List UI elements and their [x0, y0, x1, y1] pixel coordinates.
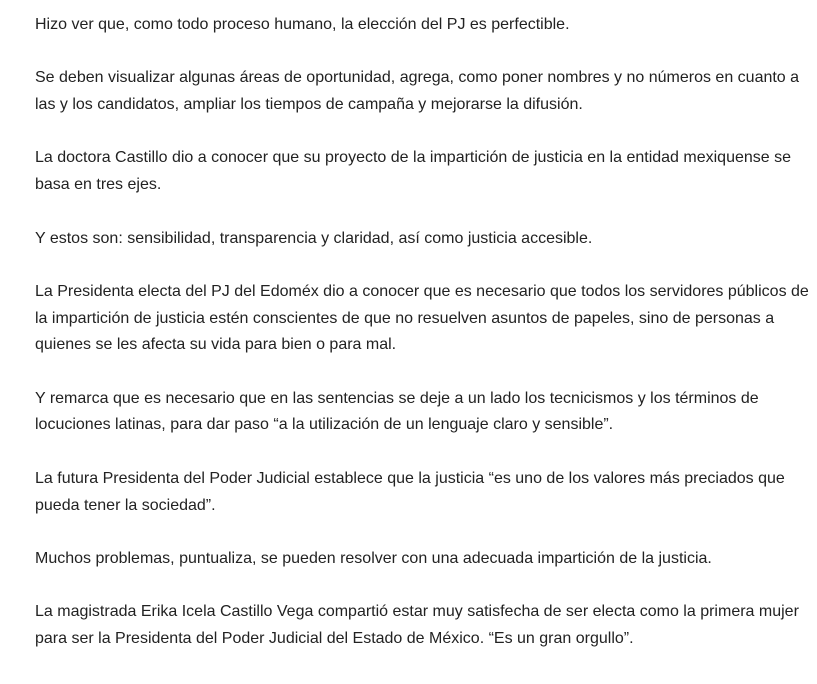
article-paragraph-3: La doctora Castillo dio a conocer que su proyecto de la impartición de justicia en la entidad mexiquense se basa en tres ejes.	[35, 149, 791, 194]
article-paragraph-7: La futura Presidenta del Poder Judicial establece que la justicia “es uno de los valores más preciados que pueda tener la sociedad”.	[35, 469, 785, 514]
article-body	[35, 12, 810, 653]
article-paragraph-2: Se deben visualizar algunas áreas de oportunidad, agrega, como poner nombres y no números en cuanto a las y los candidatos, ampliar los tiempos de campaña y mejorarse la difusión.	[35, 69, 800, 114]
article-paragraph-9: La magistrada Erika Icela Castillo Vega compartió estar muy satisfecha de ser electa como la primera mujer para ser la Presidenta del Poder Judicial del Estado de México. “Es un gran orgullo”.	[35, 603, 799, 648]
article-paragraph-5: La Presidenta electa del PJ del Edoméx dio a conocer que es necesario que todos los servidores públicos de la impartición de justicia estén conscientes de que no resuelven asuntos de papeles, sino de personas a quienes se les afecta su vida para bien o para mal.	[35, 282, 809, 354]
article-paragraph-1: Hizo ver que, como todo proceso humano, la elección del PJ es perfectible.	[35, 16, 570, 33]
article-paragraph-6: Y remarca que es necesario que en las sentencias se deje a un lado los tecnicismos y los términos de locuciones latinas, para dar paso “a la utilización de un lenguaje claro y sensible”.	[35, 389, 759, 434]
article-paragraph-4: Y estos son: sensibilidad, transparencia y claridad, así como justicia accesible.	[35, 229, 593, 247]
article-paragraph-8: Muchos problemas, puntualiza, se pueden resolver con una adecuada impartición de la justicia.	[35, 549, 712, 567]
